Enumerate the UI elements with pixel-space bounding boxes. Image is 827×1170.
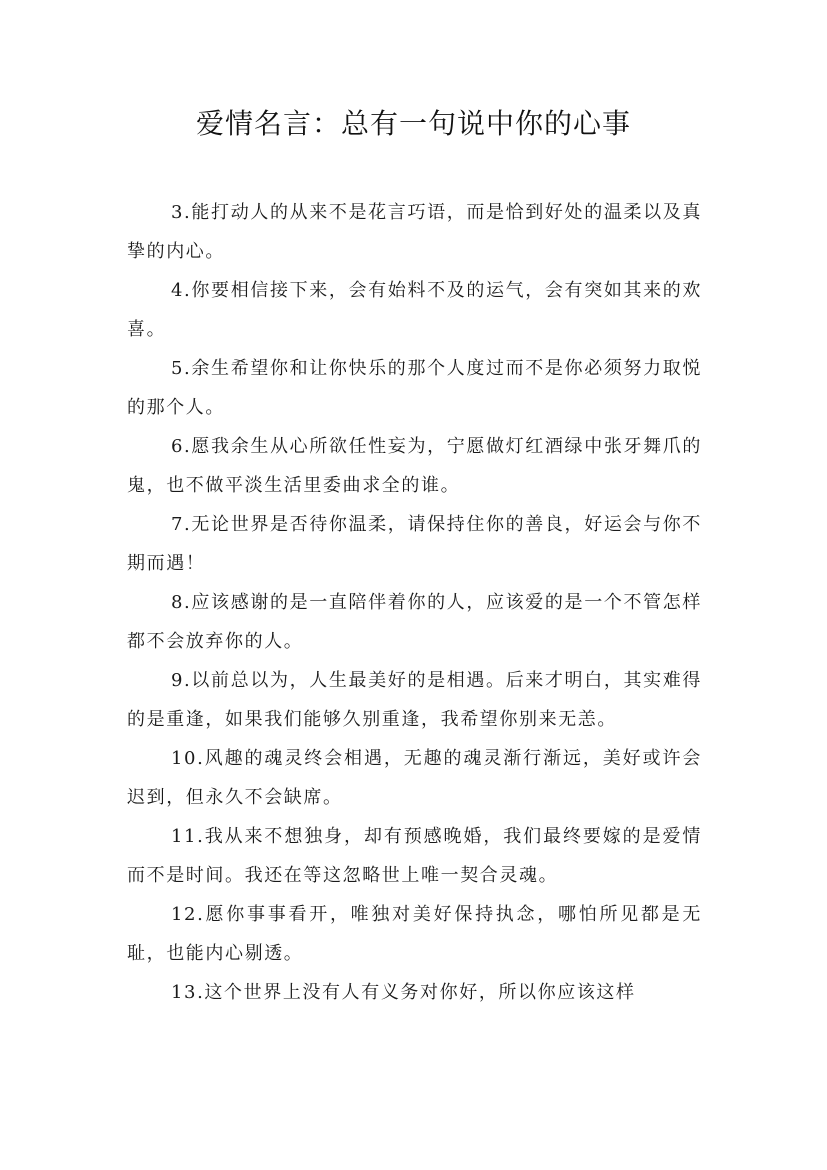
quote-paragraph-3: 3.能打动人的从来不是花言巧语，而是恰到好处的温柔以及真挚的内心。 [127,202,702,262]
document-title: 爱情名言：总有一句说中你的心事 [195,107,631,140]
quote-paragraph-4: 4.你要相信接下来，会有始料不及的运气，会有突如其来的欢喜。 [127,280,702,340]
quote-paragraph-11: 11.我从来不想独身，却有预感晚婚，我们最终要嫁的是爱情而不是时间。我还在等这忽略世上唯一契合灵魂。 [127,826,702,886]
quote-paragraph-8: 8.应该感谢的是一直陪伴着你的人，应该爱的是一个不管怎样都不会放弃你的人。 [127,592,702,652]
quote-paragraph-6: 6.愿我余生从心所欲任性妄为，宁愿做灯红酒绿中张牙舞爪的鬼，也不做平淡生活里委曲求全的谁。 [127,436,702,496]
quote-paragraph-7: 7.无论世界是否待你温柔，请保持住你的善良，好运会与你不期而遇！ [127,514,702,574]
quote-paragraph-13: 13.这个世界上没有人有义务对你好，所以你应该这样 [171,982,636,1003]
quote-paragraph-12: 12.愿你事事看开，唯独对美好保持执念，哪怕所见都是无耻，也能内心剔透。 [127,904,702,964]
quote-paragraph-10: 10.风趣的魂灵终会相遇，无趣的魂灵渐行渐远，美好或许会迟到，但永久不会缺席。 [127,748,702,808]
quote-paragraph-9: 9.以前总以为，人生最美好的是相遇。后来才明白，其实难得的是重逢，如果我们能够久别重逢，我希望你别来无恙。 [127,670,702,730]
quote-paragraph-5: 5.余生希望你和让你快乐的那个人度过而不是你必须努力取悦的那个人。 [127,358,702,418]
document-body [127,193,702,1012]
